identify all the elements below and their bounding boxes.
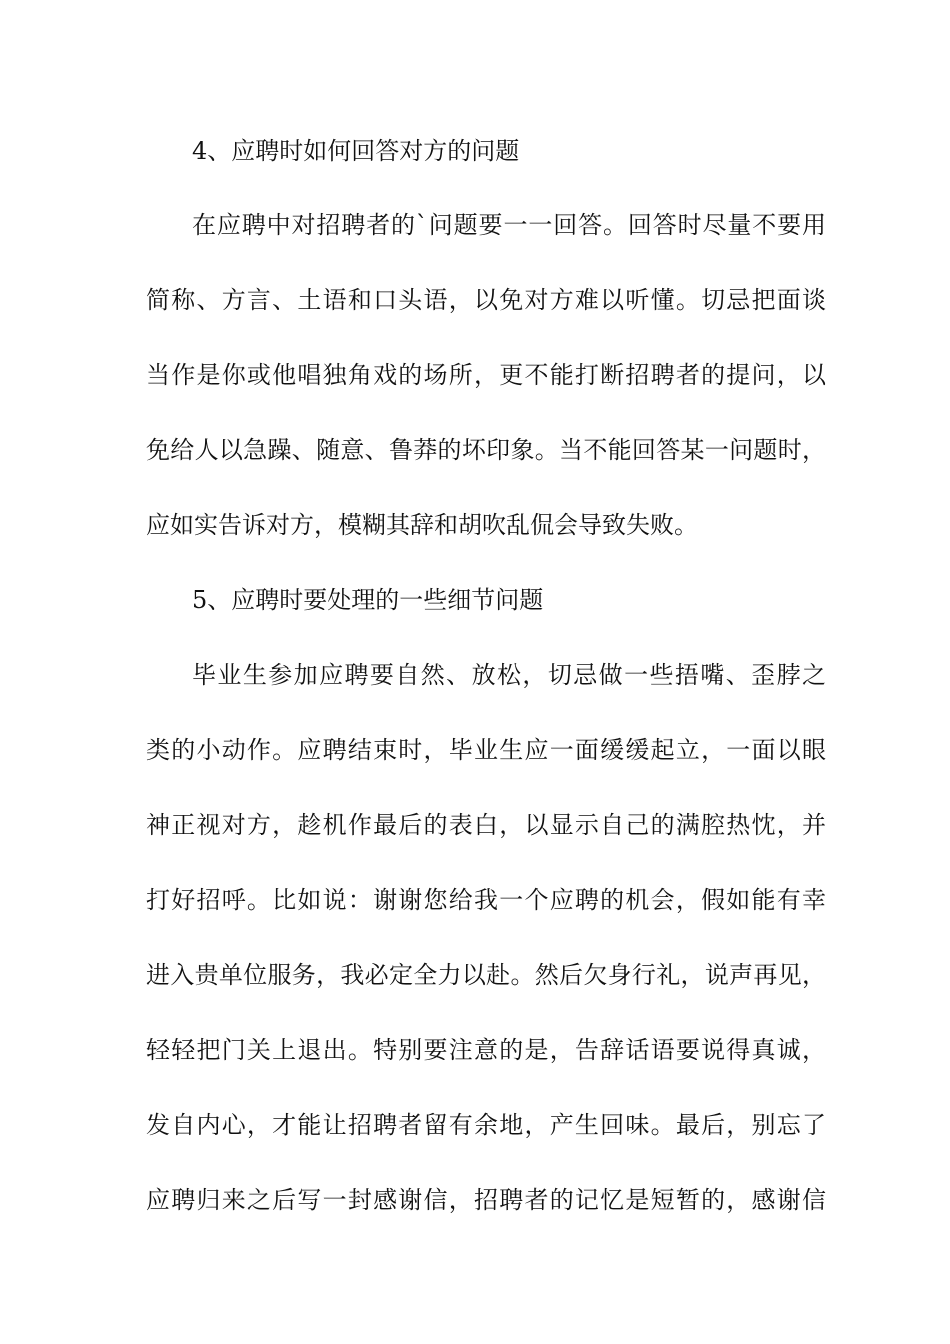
section-4-line-2: 简称、方言、土语和口头语，以免对方难以听懂。切忌把面谈 [146, 286, 826, 314]
section-5-line-3: 神正视对方，趁机作最后的表白，以显示自己的满腔热忱，并 [146, 811, 826, 839]
section-4-line-5: 应如实告诉对方，模糊其辞和胡吹乱侃会导致失败。 [146, 511, 698, 539]
section-4-line-3: 当作是你或他唱独角戏的场所，更不能打断招聘者的提问，以 [146, 361, 826, 389]
section-4-line-4: 免给人以急躁、随意、鲁莽的坏印象。当不能回答某一问题时， [146, 436, 826, 464]
section-5-line-6: 轻轻把门关上退出。特别要注意的是，告辞话语要说得真诚， [146, 1036, 826, 1064]
section-5-line-4: 打好招呼。比如说：谢谢您给我一个应聘的机会，假如能有幸 [146, 886, 826, 914]
section-5-heading: 5、应聘时要处理的一些细节问题 [192, 586, 544, 614]
section-4-heading: 4、应聘时如何回答对方的问题 [192, 137, 520, 165]
section-5-line-2: 类的小动作。应聘结束时，毕业生应一面缓缓起立，一面以眼 [146, 736, 826, 764]
section-4-line-1: 在应聘中对招聘者的`问题要一一回答。回答时尽量不要用 [192, 211, 826, 239]
section-5-line-5: 进入贵单位服务，我必定全力以赴。然后欠身行礼，说声再见， [146, 961, 826, 989]
section-5-line-7: 发自内心，才能让招聘者留有余地，产生回味。最后，别忘了 [146, 1111, 826, 1139]
section-5-line-1: 毕业生参加应聘要自然、放松，切忌做一些捂嘴、歪脖之 [192, 661, 826, 689]
section-5-line-8: 应聘归来之后写一封感谢信，招聘者的记忆是短暂的，感谢信 [146, 1186, 826, 1214]
